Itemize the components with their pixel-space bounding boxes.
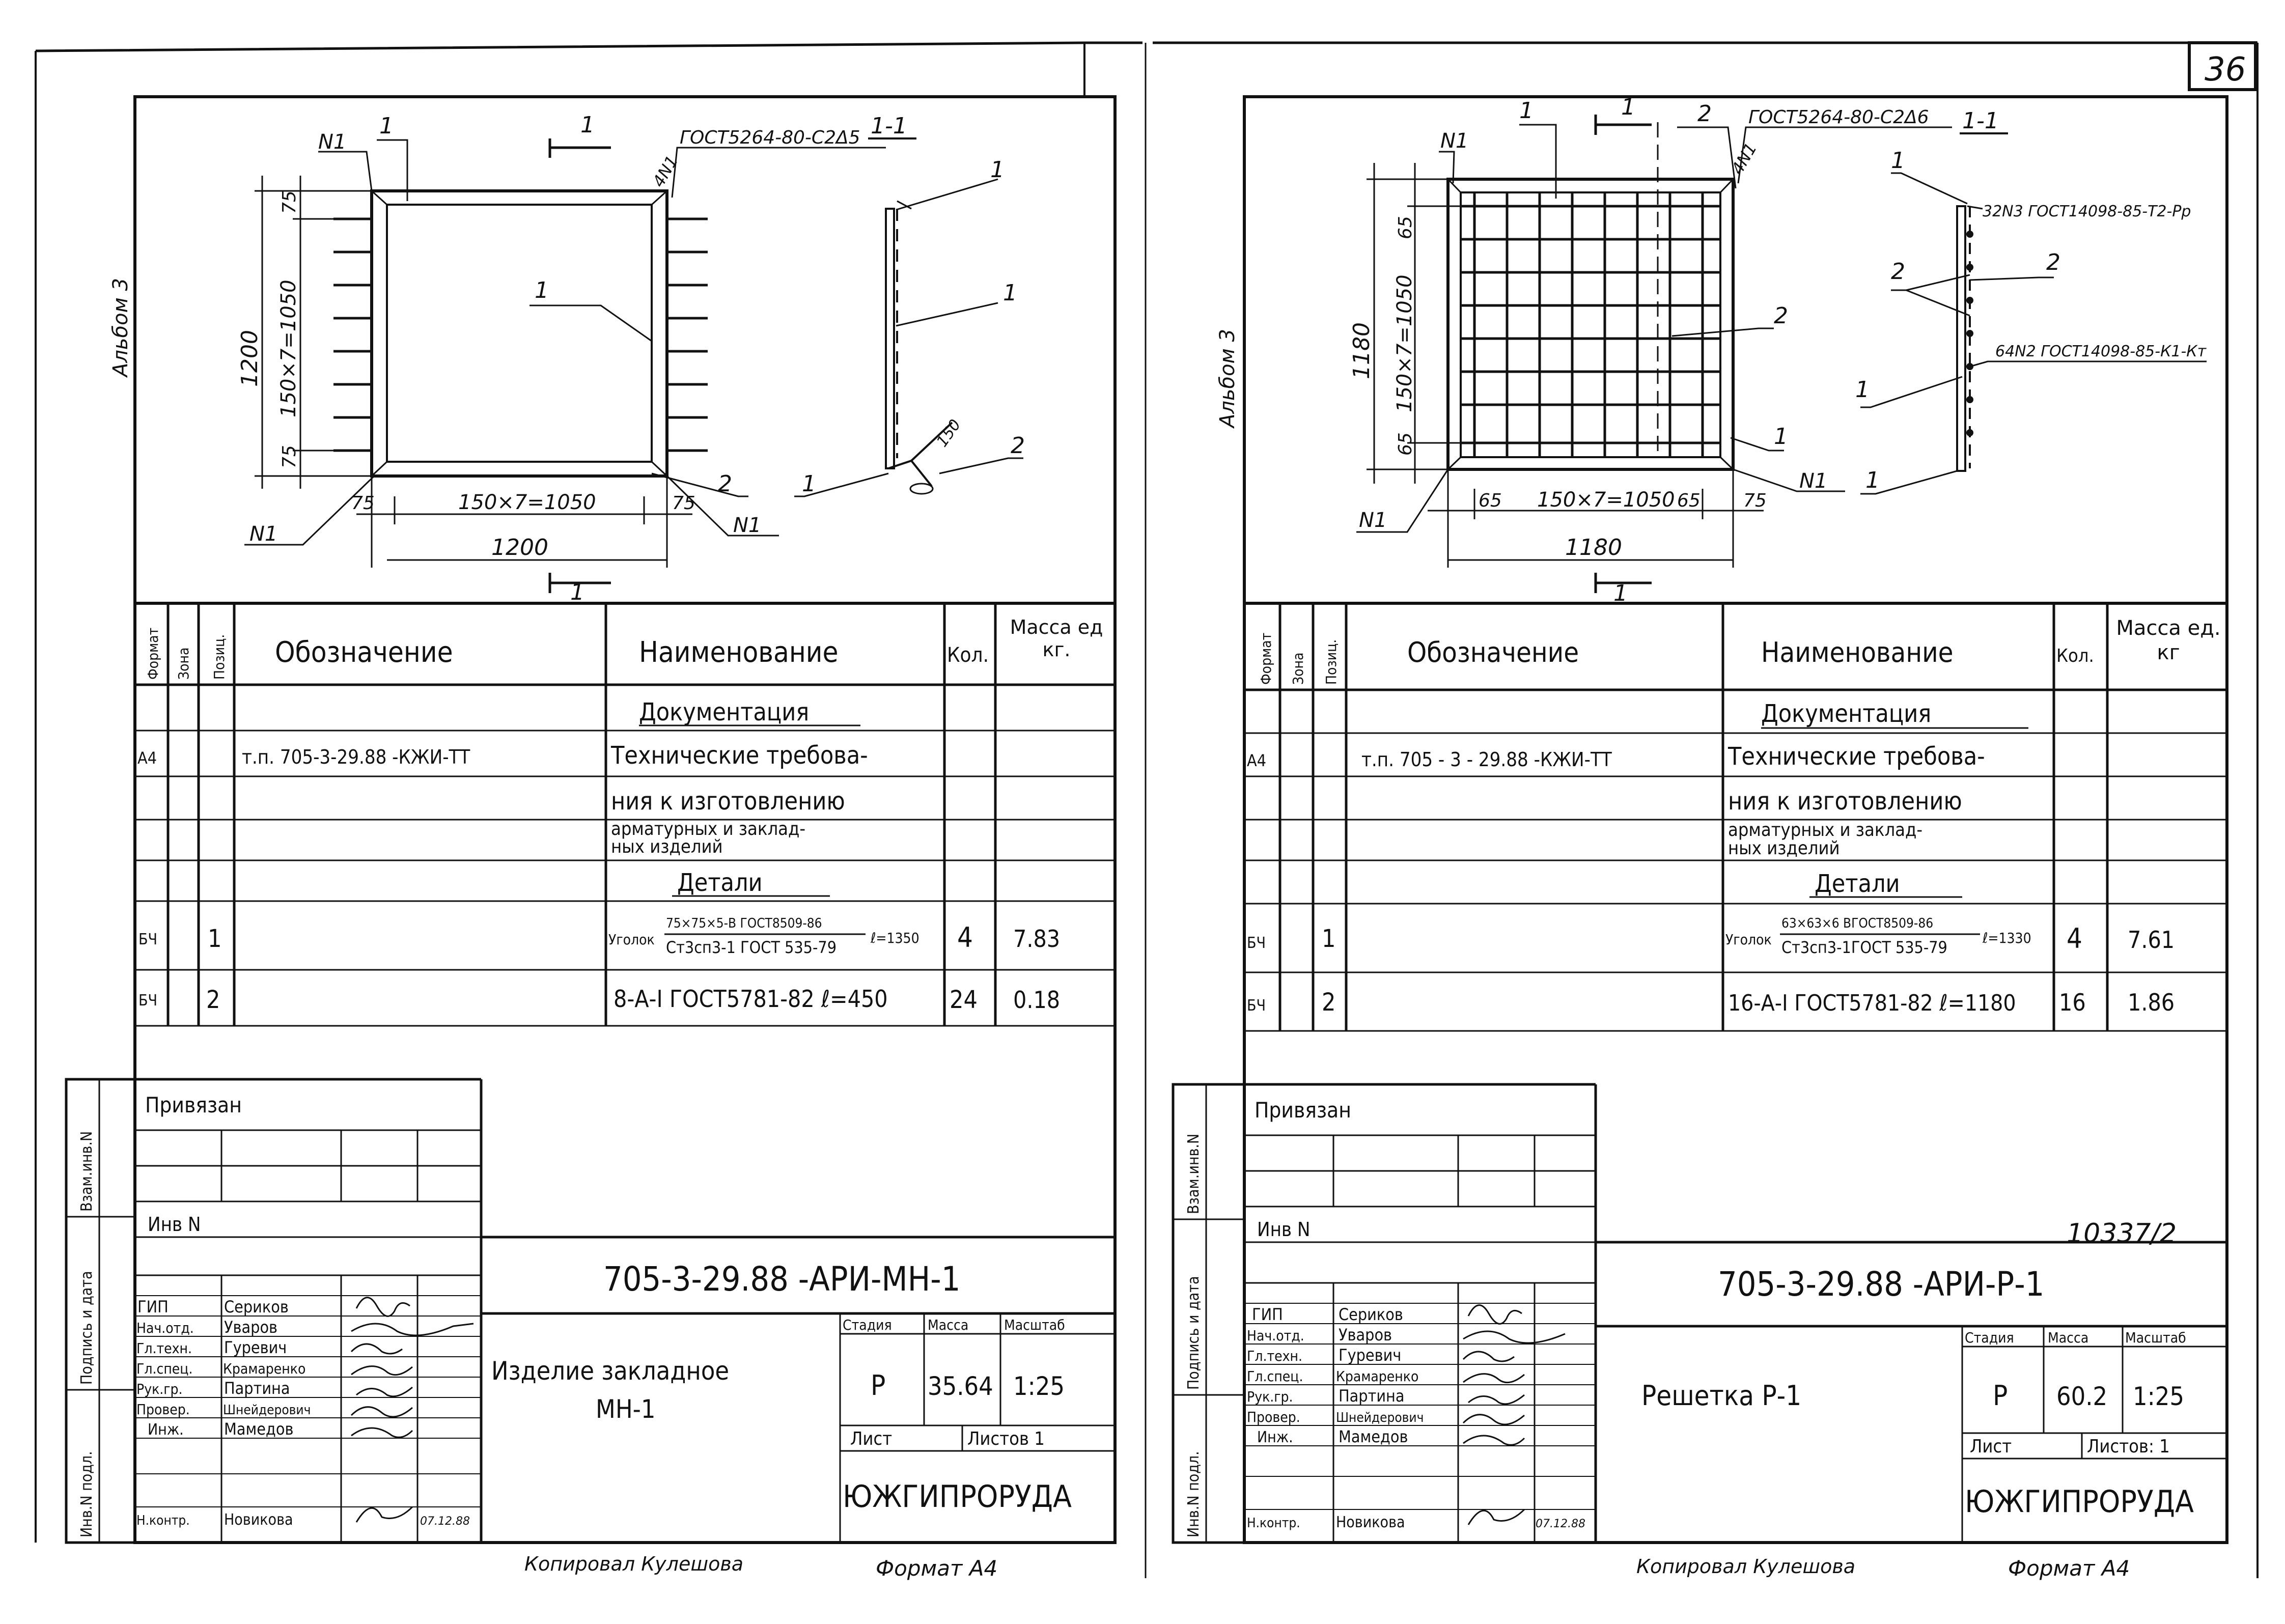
doc-line-2: ния к изготовлению (611, 787, 845, 816)
section-parts-r: Детали (1815, 870, 1900, 898)
part2-qty: 24 (950, 986, 978, 1014)
side-label-2: Подпись и дата (78, 1271, 96, 1385)
part1-pos-r: 1 (1322, 925, 1336, 953)
section-title: 1-1 (871, 113, 907, 139)
footer-copied-r: Копировал Кулешова (1636, 1555, 1856, 1578)
inv-label: Инв N (148, 1213, 201, 1236)
weld-leg: 4N1 (649, 152, 682, 190)
pos1-label-top-right: 1 (1519, 98, 1534, 124)
plan-view (237, 112, 1025, 605)
scale-header-r: Масштаб (2125, 1329, 2186, 1346)
role-7: Н.контр. (136, 1513, 190, 1528)
name-7-r: Новикова (1336, 1514, 1405, 1531)
section-pos1-top: 1 (990, 157, 1005, 183)
hdr-format: Формат (145, 627, 161, 680)
part2-mass: 0.18 (1013, 986, 1061, 1014)
part1-name-top-r: 63×63×6 ВГОСТ8509-86 (1781, 916, 1934, 931)
name-6: Мамедов (224, 1419, 294, 1439)
part1-format-r: БЧ (1247, 934, 1266, 952)
section-pos1-mid-right: 1 (1855, 377, 1870, 403)
footer-format-r: Формат А4 (2008, 1556, 2130, 1581)
doc-line-3: арматурных и заклад- (611, 819, 806, 839)
hdr-name: Наименование (639, 636, 839, 669)
name-7: Новикова (224, 1511, 293, 1529)
role-0-r: ГИП (1252, 1305, 1283, 1324)
section-pos1-bottom-right: 1 (1865, 467, 1880, 493)
doc-line-4-r: ных изделий (1728, 838, 1840, 859)
footer-format: Формат А4 (876, 1556, 998, 1581)
pos1-label-inner: 1 (535, 277, 549, 303)
section-pos2-left-right: 2 (1891, 259, 1905, 285)
mass-value-r: 60.2 (2056, 1382, 2108, 1411)
spec-table (135, 603, 1115, 1026)
dim-angle: 150 (933, 416, 965, 451)
dim-end-horizontal-a-right: 65 (1479, 490, 1502, 511)
part1-mass: 7.83 (1013, 925, 1061, 953)
name-2: Гуревич (224, 1338, 287, 1357)
part1-name-bottom: Ст3сп3-1 ГОСТ 535-79 (666, 938, 837, 957)
role-4-r: Рук.гр. (1247, 1388, 1293, 1405)
part1-name-prefix: Уголок (608, 931, 655, 948)
node-label-bottom-left-r: N1 (1359, 509, 1387, 532)
doc-line-1-r: Технические требова- (1728, 742, 1985, 771)
role-2-r: Гл.техн. (1247, 1348, 1303, 1364)
date: 07.12.88 (420, 1515, 470, 1528)
spec-table-right (1244, 603, 2227, 1031)
part2-pos: 2 (206, 986, 220, 1014)
hdr-zone: Зона (175, 647, 192, 680)
pos2-label-inner-right: 2 (1774, 303, 1788, 329)
name-1: Уваров (224, 1318, 278, 1337)
album-label: Альбом 3 (109, 278, 132, 377)
dim-mid-vertical-right: 150×7=1050 (1393, 274, 1416, 412)
section-pos1-bottom: 1 (802, 471, 816, 497)
page-number: 36 (2205, 51, 2246, 89)
part2-format: БЧ (138, 992, 158, 1010)
spec-row-part-2-r (1247, 988, 2175, 1017)
dim-mid-horizontal: 150×7=1050 (458, 491, 596, 514)
dim-mid-vertical: 150×7=1050 (277, 279, 300, 417)
name-3: Крамаренко (223, 1360, 306, 1377)
role-1-r: Нач.отд. (1247, 1327, 1304, 1344)
signatures (351, 1298, 473, 1522)
section-note-1: 32N3 ГОСТ14098-85-Т2-Рр (1983, 203, 2191, 220)
roles-list (136, 1297, 470, 1529)
scale-header: Масштаб (1004, 1317, 1065, 1333)
side-label-3-r: Взам.инв.N (1185, 1133, 1203, 1214)
doc-line-1: Технические требова- (611, 741, 868, 770)
title-line-2: МН-1 (596, 1394, 656, 1424)
doc-format: А4 (137, 748, 157, 768)
stage-header-r: Стадия (1965, 1329, 2014, 1346)
section-pos2: 2 (1011, 433, 1025, 459)
node-label-bottom-right-r: N1 (1799, 469, 1828, 493)
role-6: Инж. (148, 1421, 184, 1439)
part1-qty-r: 4 (2067, 922, 2082, 955)
plan-view-right (1349, 94, 2207, 606)
hdr-pos: Позиц. (211, 634, 228, 680)
mass-header-r: Масса (2048, 1329, 2089, 1346)
hdr-format-r: Формат (1258, 632, 1274, 685)
sheet-label-r: Лист (1970, 1436, 2012, 1457)
hdr-qty: Кол. (947, 643, 989, 667)
name-2-r: Гуревич (1339, 1346, 1402, 1365)
part2-name: 8-А-I ГОСТ5781-82 ℓ=450 (614, 985, 888, 1013)
role-5-r: Провер. (1247, 1409, 1300, 1425)
role-1: Нач.отд. (136, 1320, 194, 1336)
part2-qty-r: 16 (2059, 989, 2086, 1016)
date-r: 07.12.88 (1536, 1518, 1585, 1530)
doc-code-r: 705-3-29.88 -АРИ-Р-1 (1718, 1265, 2045, 1304)
dim-end-vertical-bottom-right: 65 (1395, 432, 1416, 456)
part1-format: БЧ (138, 931, 158, 948)
hdr-designation-r: Обозначение (1407, 636, 1579, 668)
hdr-mass-r: Масса ед. кг (2116, 617, 2221, 664)
part1-mass-r: 7.61 (2128, 926, 2175, 954)
role-0: ГИП (137, 1297, 169, 1317)
pos1-label-inner-right: 1 (1774, 424, 1788, 450)
dim-end-vertical-top: 75 (279, 190, 300, 214)
inv-label-r: Инв N (1257, 1218, 1311, 1241)
album-label-right: Альбом 3 (1216, 329, 1239, 428)
organization-r: ЮЖГИПРОРУДА (1965, 1484, 2194, 1520)
dim-total-vertical: 1200 (237, 330, 263, 387)
privyazan: Привязан (145, 1093, 242, 1117)
footer-copied: Копировал Кулешова (524, 1553, 744, 1575)
pos2-label-top-right: 2 (1697, 101, 1712, 127)
node-label-bottom-left: N1 (249, 522, 278, 546)
title-line-1: Изделие закладное (491, 1356, 730, 1386)
dim-total-vertical-right: 1180 (1349, 322, 1375, 379)
dim-end-vertical-bottom: 75 (279, 445, 300, 468)
section-pos1-top-right: 1 (1891, 148, 1905, 174)
dim-end-horizontal-b: 75 (672, 493, 695, 514)
part2-name-r: 16-А-I ГОСТ5781-82 ℓ=1180 (1728, 990, 2016, 1016)
side-label-3: Взам.инв.N (78, 1131, 96, 1212)
stage-header: Стадия (843, 1317, 892, 1333)
node-label-bottom-right: N1 (733, 514, 762, 537)
section-mark-bottom-right: 1 (1613, 580, 1628, 606)
section-mark-bottom: 1 (570, 579, 584, 605)
sheets-label-r: Листов: 1 (2087, 1436, 2170, 1457)
doc-format-r: А4 (1247, 751, 1266, 770)
part1-name-top: 75×75×5-В ГОСТ8509-86 (666, 916, 822, 931)
doc-designation: т.п. 705-3-29.88 -КЖИ-ТТ (242, 746, 470, 768)
spec-row-part-1-r (1247, 916, 2175, 957)
role-3: Гл.спец. (136, 1360, 193, 1377)
hdr-zone-r: Зона (1290, 652, 1306, 685)
role-7-r: Н.контр. (1247, 1516, 1300, 1531)
section-pos2-right-right: 2 (2046, 249, 2060, 275)
hdr-mass: Масса ед кг. (1010, 616, 1103, 661)
name-4-r: Партина (1339, 1386, 1405, 1406)
name-1-r: Уваров (1339, 1325, 1392, 1345)
scale-value-r: 1:25 (2133, 1382, 2185, 1411)
section-parts: Детали (677, 869, 763, 897)
section-title-right: 1-1 (1962, 108, 1999, 134)
section-mark-top-right: 1 (1621, 94, 1635, 120)
dim-mid-horizontal-right: 150×7=1050 (1537, 488, 1675, 512)
organization: ЮЖГИПРОРУДА (843, 1479, 1072, 1515)
archive-number: 10337/2 (2067, 1218, 2177, 1249)
name-5-r: Шнейдерович (1336, 1410, 1424, 1425)
signatures-r (1463, 1305, 1565, 1525)
part1-name-prefix-r: Уголок (1725, 931, 1772, 948)
section-docs-r: Документация (1761, 699, 1932, 728)
pos2-label: 2 (718, 471, 732, 497)
sheet-label: Лист (850, 1429, 893, 1449)
sheets-label: Листов 1 (967, 1429, 1045, 1449)
part1-name-bottom-r: Ст3сп3-1ГОСТ 535-79 (1781, 938, 1947, 957)
stage-value-r: Р (1993, 1380, 2008, 1412)
privyazan-r: Привязан (1255, 1098, 1351, 1123)
stage-value: Р (871, 1369, 886, 1402)
part1-name-suffix-r: ℓ=1330 (1983, 930, 2031, 946)
sheet-right (1142, 0, 2285, 1624)
dim-end-vertical-top-right: 65 (1395, 216, 1416, 239)
part2-mass-r: 1.86 (2128, 989, 2175, 1016)
hdr-pos-r: Позиц. (1323, 639, 1340, 685)
dim-total-horizontal: 1200 (491, 535, 548, 561)
spec-row-part-1 (138, 916, 1060, 957)
hdr-name-r: Наименование (1761, 636, 1954, 668)
sheet-left (0, 0, 1142, 1624)
mass-value: 35.64 (928, 1371, 993, 1401)
doc-line-4: ных изделий (611, 836, 723, 857)
name-4: Партина (224, 1379, 290, 1398)
section-note-2: 64N2 ГОСТ14098-85-К1-Кт (1995, 343, 2207, 360)
role-5: Провер. (136, 1401, 190, 1418)
name-0-r: Сериков (1339, 1305, 1403, 1324)
title-line-1-r: Решетка Р-1 (1641, 1380, 1802, 1412)
role-2: Гл.техн. (136, 1340, 192, 1357)
side-label-2-r: Подпись и дата (1185, 1276, 1203, 1390)
name-6-r: Мамедов (1339, 1427, 1408, 1446)
doc-line-2-r: ния к изготовлению (1728, 787, 1962, 816)
name-0: Сериков (224, 1297, 289, 1317)
role-3-r: Гл.спец. (1247, 1368, 1303, 1385)
pos1-label-top: 1 (379, 113, 394, 139)
mass-header: Масса (928, 1317, 969, 1333)
dim-end-horizontal-b-right: 75 (1743, 490, 1767, 511)
section-docs: Документация (639, 698, 810, 726)
part1-pos: 1 (208, 925, 222, 953)
spec-row-part-2 (138, 985, 1060, 1014)
section-mark-top: 1 (580, 112, 595, 138)
side-label-1: Инв.N подл. (78, 1451, 96, 1537)
doc-line-3-r: арматурных и заклад- (1728, 820, 1923, 841)
part1-name-suffix: ℓ=1350 (871, 930, 919, 946)
dim-end-horizontal-a: 75 (351, 493, 375, 514)
doc-code: 705-3-29.88 -АРИ-МН-1 (603, 1259, 961, 1299)
dim-total-horizontal-right: 1180 (1565, 535, 1622, 561)
node-label-top: N1 (318, 130, 347, 154)
hdr-designation: Обозначение (275, 636, 453, 669)
part2-pos-r: 2 (1322, 988, 1336, 1017)
role-4: Рук.гр. (136, 1381, 183, 1397)
weld-note-right: ГОСТ5264-80-С2Δ6 (1748, 107, 1929, 128)
role-6-r: Инж. (1257, 1429, 1293, 1446)
part2-format-r: БЧ (1247, 997, 1266, 1015)
weld-leg-right: 4N1 (1727, 139, 1761, 178)
title-block-right (1173, 1084, 2227, 1543)
section-pos1-mid: 1 (1003, 280, 1017, 306)
scale-value: 1:25 (1013, 1371, 1065, 1401)
name-5: Шнейдерович (223, 1403, 311, 1418)
doc-designation-r: т.п. 705 - 3 - 29.88 -КЖИ-ТТ (1361, 748, 1612, 771)
weld-note: ГОСТ5264-80-С2Δ5 (680, 127, 860, 148)
side-label-1-r: Инв.N подл. (1185, 1451, 1203, 1537)
dim-end-horizontal-c-right: 65 (1677, 490, 1701, 511)
part1-qty: 4 (957, 921, 973, 954)
title-block (66, 1079, 1115, 1543)
name-3-r: Крамаренко (1336, 1368, 1419, 1385)
hdr-qty-r: Кол. (2056, 646, 2094, 666)
node-label-top-right: N1 (1440, 129, 1469, 153)
